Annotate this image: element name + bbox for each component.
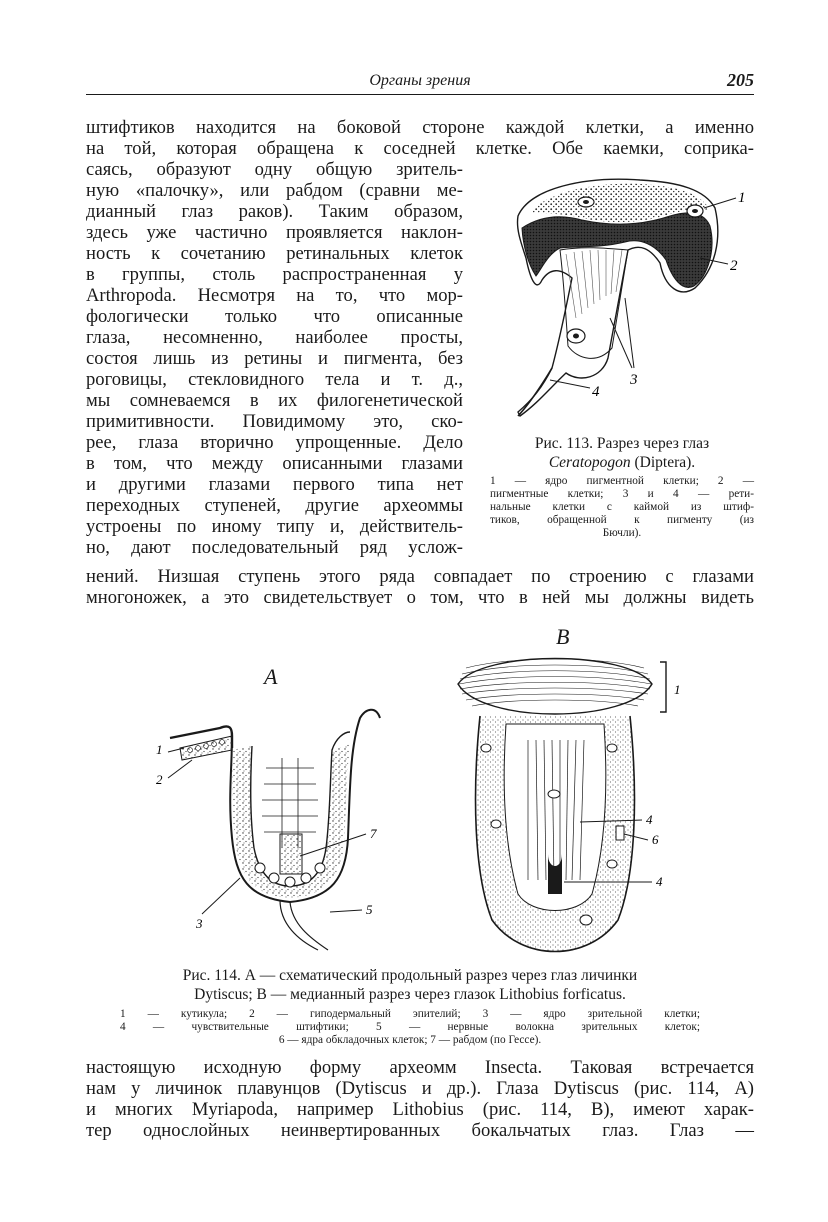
fig114-legend-line: 4 — чувствительные штифтики; 5 — нервные волокна зрительных клеток; <box>120 1021 700 1033</box>
fig114-legend-line: 6 — ядра обкладочных клеток; 7 — рабдом (по Гессе). <box>278 1034 542 1046</box>
body-line: состоя лишь из ретины и пигмента, без <box>86 348 463 369</box>
fig113-legend-line: пигментные клетки; 3 и 4 — рети- <box>490 488 754 500</box>
body-line: многоножек, а это свидетельствует о том, что в ней мы должны видеть <box>86 587 754 608</box>
figure-113-illustration <box>490 168 760 430</box>
fig114-legend-line: 1 — кутикула; 2 — гиподермальный эпителий; 3 — ядро зрительной клетки; <box>120 1008 700 1020</box>
fig114a-label-1: 1 <box>156 742 163 757</box>
fig114b-label-4-upper: 4 <box>646 812 653 827</box>
figure-114b-illustration <box>452 644 692 966</box>
body-line: настоящую исходную форму археомм Insecta. Таковая встречается <box>86 1057 754 1078</box>
fig114-caption-line: Рис. 114. А — схематический продольный разрез через глаз личинки <box>182 967 638 984</box>
body-line: тер однослойных неинвертированных бокальчатых глаз. Глаз — <box>86 1120 754 1141</box>
body-line: ность к сочетанию ретинальных клеток <box>86 243 463 264</box>
body-line: но, дают последовательный ряд услож- <box>86 537 463 558</box>
body-line: на той, которая обращена к соседней клетке. Обе каемки, соприка- <box>86 138 754 159</box>
fig114-caption-line: Dytiscus; В — медианный разрез через глазок Lithobius forficatus. <box>194 986 626 1003</box>
body-line: и многих Myriapoda, например Lithobius (рис. 114, B), имеют харак- <box>86 1099 754 1120</box>
body-line: штифтиков находится на боковой стороне каждой клетки, а именно <box>86 117 754 138</box>
body-line: роговицы, стекловидного тела и т. д., <box>86 369 463 390</box>
fig114-panel-a-label: А <box>264 664 278 689</box>
page-number: 205 <box>727 70 754 90</box>
body-line: здесь уже частично проявляется наклон- <box>86 222 463 243</box>
body-line: фологически только что описанные <box>86 306 463 327</box>
body-line: нам у личинок плавунцов (Dytiscus и др.). Глаза Dytiscus (рис. 114, A) <box>86 1078 754 1099</box>
fig114a-label-3: 3 <box>196 916 203 931</box>
body-line: в том, что между описанными глазами <box>86 453 463 474</box>
body-line: устроены по иному типу и, действитель- <box>86 516 463 537</box>
fig114b-label-4-lower: 4 <box>656 874 663 889</box>
body-line: глаза, несомненно, наиболее просты, <box>86 327 463 348</box>
fig113-caption-order: (Diptera). <box>634 454 696 471</box>
body-line: дианный глаз раков). Таким образом, <box>86 201 463 222</box>
fig113-caption <box>490 434 754 472</box>
header-title: Органы зрения <box>369 72 471 89</box>
fig113-label-3: 3 <box>630 372 638 388</box>
fig113-label-1: 1 <box>738 190 746 206</box>
body-line: Arthropoda. Несмотря на то, что мор- <box>86 285 463 306</box>
body-line: мы сомневаемся в их филогенетической <box>86 390 463 411</box>
fig114b-label-6: 6 <box>652 832 659 847</box>
body-line: примитивности. Повидимому это, ско- <box>86 411 463 432</box>
fig113-label-4: 4 <box>592 384 600 400</box>
fig114a-label-2: 2 <box>156 772 163 787</box>
fig113-label-2: 2 <box>730 258 738 274</box>
fig113-caption-prefix: Рис. 113. Разрез через глаз <box>534 435 710 452</box>
fig113-caption-genus: Ceratopogon <box>548 454 631 471</box>
fig114-panel-b-label: В <box>556 624 570 649</box>
fig114a-label-7: 7 <box>370 826 377 841</box>
fig113-legend-line: тиков, обращенной к пигменту (из <box>490 514 754 526</box>
fig113-legend-line: нальные клетки с каймой из штиф- <box>490 501 754 513</box>
fig113-legend-line: Бючли). <box>602 527 642 539</box>
fig114b-label-1: 1 <box>674 682 681 697</box>
body-line: и другими глазами первого типа нет <box>86 474 463 495</box>
body-line: ную «палочку», или рабдом (сравни ме- <box>86 180 463 201</box>
body-line: переходных ступеней, другие археоммы <box>86 495 463 516</box>
fig113-legend-line: 1 — ядро пигментной клетки; 2 — <box>490 475 754 487</box>
body-line: рее, глаза вторично упрощенные. Дело <box>86 432 463 453</box>
running-header <box>86 70 754 95</box>
fig114a-label-5: 5 <box>366 902 373 917</box>
figure-114a-illustration <box>140 688 430 960</box>
body-line: в группы, столь распространенная у <box>86 264 463 285</box>
body-line: саясь, образуют одну общую зритель- <box>86 159 463 180</box>
body-line: нений. Низшая ступень этого ряда совпадает по строению с глазами <box>86 566 754 587</box>
